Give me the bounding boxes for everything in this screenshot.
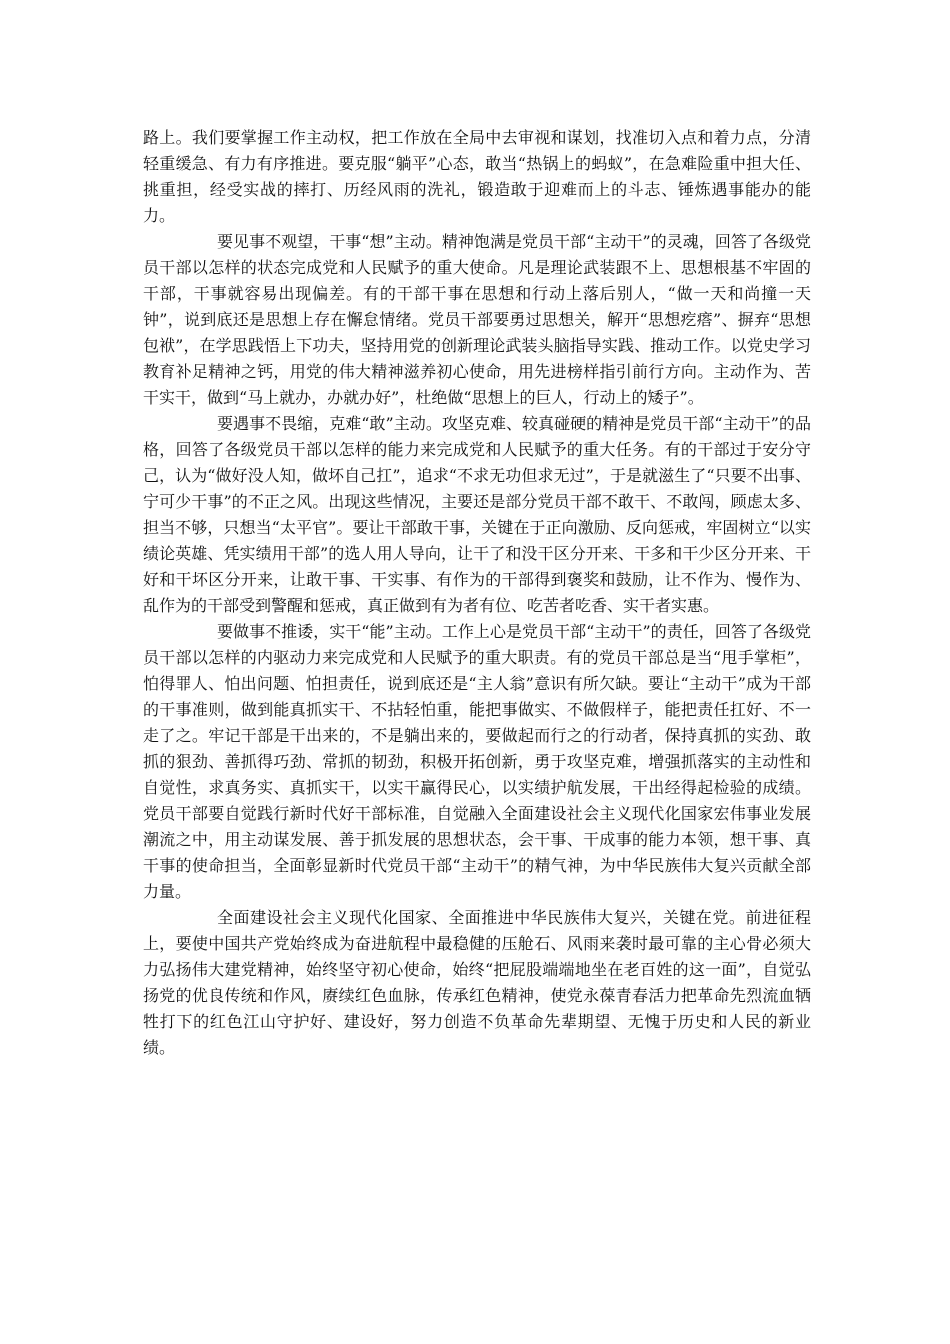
paragraph-conclusion: 全面建设社会主义现代化国家、全面推进中华民族伟大复兴，关键在党。前进征程上，要使中国共产党始终成为奋进航程中最稳健的压舱石、风雨来袭时最可靠的主心骨必须大力弘扬伟大建党精神，始终坚守初心使命，始终“把屁股端端地坐在老百姓的这一面”，自觉弘扬党的优良传统和作风，赓续红色血脉，传承红色精神，使党永葆青春活力把革命先烈流血牺牲打下的红色江山守护好、建设好，努力创造不负革命先辈期望、无愧于历史和人民的新业绩。	[143, 908, 811, 1057]
paragraph-continuation: 路上。我们要掌握工作主动权，把工作放在全局中去审视和谋划，找准切入点和着力点，分清轻重缓急、有力有序推进。要克服“躺平”心态，敢当“热锅上的蚂蚁”，在急难险重中担大任、挑重担，经受实战的摔打、历经风雨的洗礼，锻造敢于迎难而上的斗志、锤炼遇事能办的能力。	[143, 128, 811, 225]
paragraph-think-initiative: 要见事不观望，干事“想”主动。精神饱满是党员干部“主动干”的灵魂，回答了各级党员干部以怎样的状态完成党和人民赋予的重大使命。凡是理论武装跟不上、思想根基不牢固的干部，干事就容易出现偏差。有的干部干事在思想和行动上落后别人，“做一天和尚撞一天钟”，说到底还是思想上存在懈怠情绪。党员干部要勇过思想关，解开“思想疙瘩”、摒弃“思想包袱”，在学思践悟上下功夫，坚持用党的创新理论武装头脑指导实践、推动工作。以党史学习教育补足精神之钙，用党的伟大精神滋养初心使命，用先进榜样指引前行方向。主动作为、苦干实干，做到“马上就办，办就办好”，杜绝做“思想上的巨人，行动上的矮子”。	[143, 232, 811, 407]
paragraph-dare-initiative: 要遇事不畏缩，克难“敢”主动。攻坚克难、较真碰硬的精神是党员干部“主动干”的品格，回答了各级党员干部以怎样的能力来完成党和人民赋予的重大任务。有的干部过于安分守己，认为“做好没人知，做坏自己扛”，追求“不求无功但求无过”，于是就滋生了“只要不出事、宁可少干事”的不正之风。出现这些情况，主要还是部分党员干部不敢干、不敢闯，顾虑太多、担当不够，只想当“太平官”。要让干部敢干事，关键在于正向激励、反向惩戒，牢固树立“以实绩论英雄、凭实绩用干部”的选人用人导向，让干了和没干区分开来、干多和干少区分开来、干好和干坏区分开来，让敢干事、干实事、有作为的干部得到褒奖和鼓励，让不作为、慢作为、乱作为的干部受到警醒和惩戒，真正做到有为者有位、吃苦者吃香、实干者实惠。	[143, 414, 811, 615]
paragraph-able-initiative: 要做事不推诿，实干“能”主动。工作上心是党员干部“主动干”的责任，回答了各级党员干部以怎样的内驱动力来完成党和人民赋予的重大职责。有的党员干部总是当“甩手掌柜”，怕得罪人、怕出问题、怕担责任，说到底还是“主人翁”意识有所欠缺。要让“主动干”成为干部的干事准则，做到能真抓实干、不拈轻怕重，能把事做实、不做假样子，能把责任扛好、不一走了之。牢记干部是干出来的，不是躺出来的，要做起而行之的行动者，保持真抓的实劲、敢抓的狠劲、善抓得巧劲、常抓的韧劲，积极开拓创新，勇于攻坚克难，增强抓落实的主动性和自觉性，求真务实、真抓实干，以实干赢得民心，以实绩护航发展，干出经得起检验的成绩。党员干部要自觉践行新时代好干部标准，自觉融入全面建设社会主义现代化国家宏伟事业发展潮流之中，用主动谋发展、善于抓发展的思想状态，会干事、干成事的能力本领，想干事、真干事的使命担当，全面彰显新时代党员干部“主动干”的精气神，为中华民族伟大复兴贡献全部力量。	[143, 622, 811, 901]
document-page	[143, 125, 811, 1061]
